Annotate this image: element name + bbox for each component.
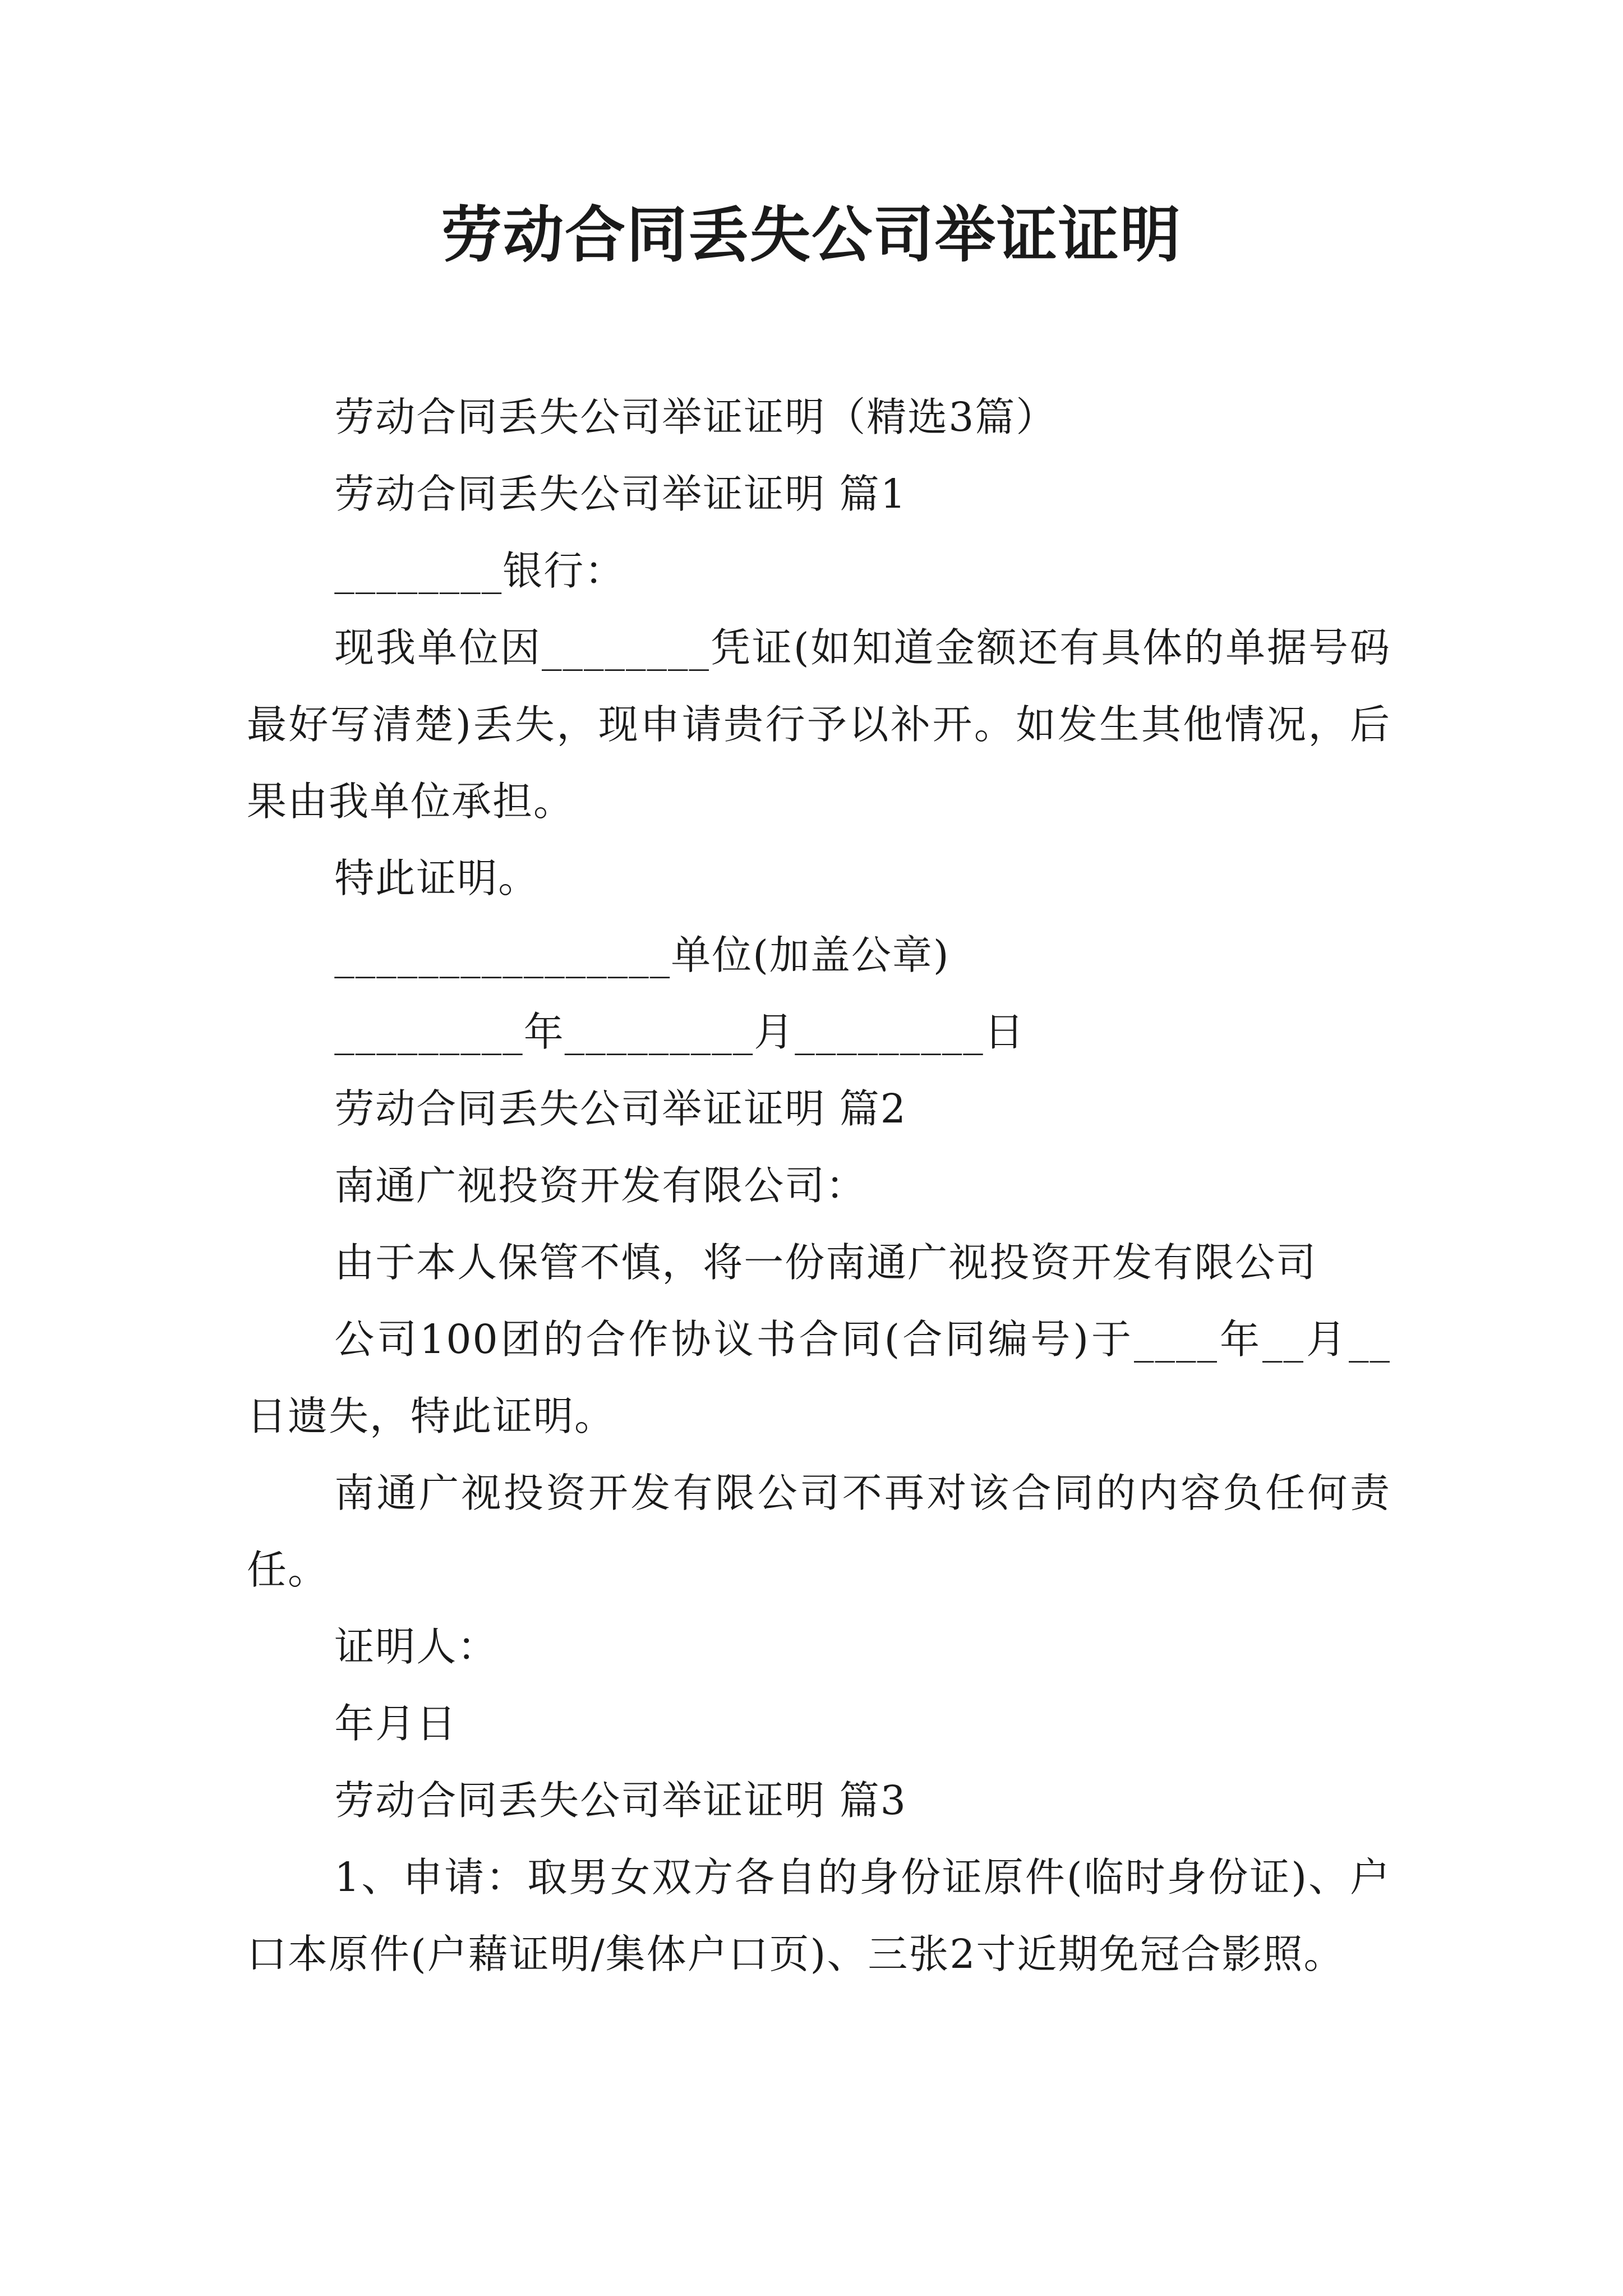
addressee-line: 南通广视投资开发有限公司： xyxy=(334,1162,867,1209)
body-paragraph: 南通广视投资开发有限公司不再对该合同的内容负任何责任。 xyxy=(247,1470,1391,1593)
document-body xyxy=(247,379,1391,1993)
date-line: 年月日 xyxy=(334,1700,458,1747)
body-paragraph: 由于本人保管不慎，将一份南通广视投资开发有限公司 xyxy=(334,1239,1317,1286)
subtitle-paragraph: 劳动合同丢失公司举证证明（精选3篇） xyxy=(334,394,1057,440)
document-title: 劳动合同丢失公司举证证明 xyxy=(441,200,1182,270)
signature-line: ________________单位(加盖公章) xyxy=(334,932,950,978)
date-line: _________年_________月_________日 xyxy=(334,1009,1025,1055)
body-paragraph: 现我单位因________凭证(如知道金额还有具体的单据号码最好写清楚)丢失，现申请贵行予以补开。如发生其他情况，后果由我单位承担。 xyxy=(247,624,1391,825)
closing-line: 特此证明。 xyxy=(334,855,540,901)
section-heading-3: 劳动合同丢失公司举证证明 篇3 xyxy=(334,1777,907,1824)
section-heading-1: 劳动合同丢失公司举证证明 篇1 xyxy=(334,471,907,517)
witness-line: 证明人： xyxy=(334,1623,499,1670)
body-paragraph: 公司100团的合作协议书合同(合同编号)于____年__月__日遗失，特此证明。 xyxy=(247,1316,1391,1439)
section-heading-2: 劳动合同丢失公司举证证明 篇2 xyxy=(334,1085,907,1132)
addressee-line: ________银行： xyxy=(334,547,626,594)
body-paragraph: 1、申请：取男女双方各自的身份证原件(临时身份证)、户口本原件(户藉证明/集体户口页)、三张2寸近期免冠合影照。 xyxy=(247,1854,1391,1977)
